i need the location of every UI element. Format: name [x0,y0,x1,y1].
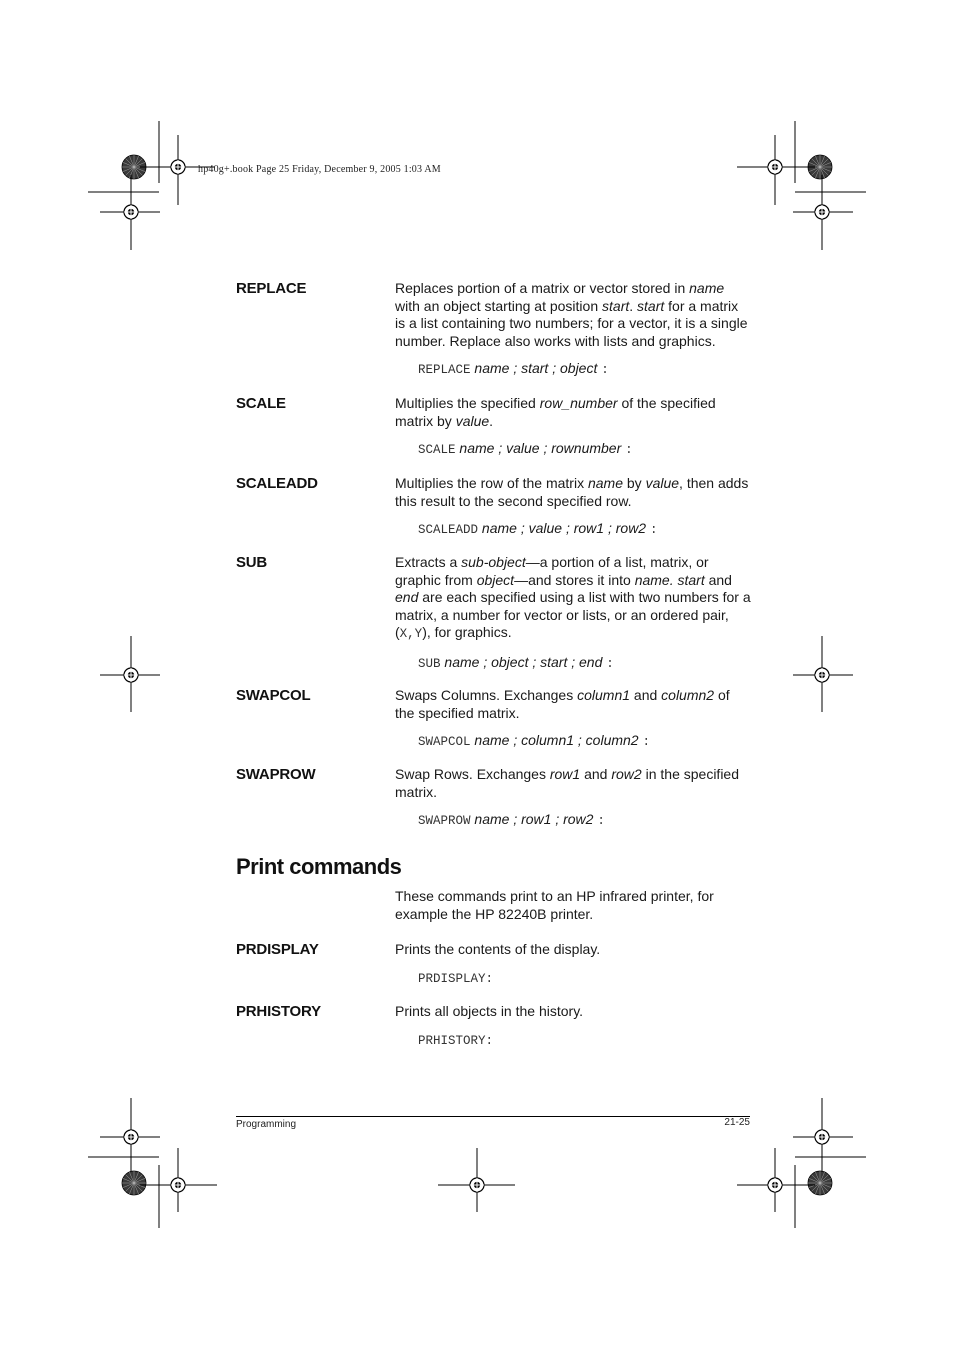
intro-text: These commands print to an HP infrared printer, for example the HP 82240B printer. [395,888,714,922]
description-text: Extracts a sub-object—a portion of a list, matrix, or graphic from object—and stores it into name. start and end are each specified using a list with two numbers for a matrix, a number for vector or lists, or an ordered pair, (X,Y), for graphics. [395,554,751,641]
term-swaprow: SWAPROW [236,766,316,783]
desc-swaprow [395,766,751,831]
term-prhistory: PRHISTORY [236,1003,321,1020]
term-replace: REPLACE [236,280,307,297]
term-scaleadd: SCALEADD [236,475,318,492]
syntax-swapcol: SWAPCOL name ; column1 ; column2 : [418,732,651,749]
description-text: Multiplies the row of the matrix name by value, then adds this result to the second specified row. [395,475,749,509]
term-sub: SUB [236,554,268,571]
crop-mark-bottom-right [737,1098,866,1228]
syntax-prdisplay: PRDISPLAY: [418,971,494,986]
book-header: hp40g+.book Page 25 Friday, December 9, 2005 1:03 AM [198,164,441,175]
section-title: Print commands [236,854,402,879]
syntax-scale: SCALE name ; value ; rownumber : [418,440,633,457]
syntax-sub: SUB name ; object ; start ; end : [418,653,614,671]
page-number: 21-25 [724,1117,750,1128]
description-text: Swaps Columns. Exchanges column1 and column2 of the specified matrix. [395,687,730,721]
term-prdisplay: PRDISPLAY [236,941,319,958]
crop-mark-top-right [737,121,866,250]
crop-mark-bottom-center [438,1148,515,1212]
crop-mark-middle-left [100,636,160,712]
desc-scale [395,395,751,460]
description-text: Multiplies the specified row_number of the specified matrix by value. [395,395,716,429]
desc-replace [395,280,751,380]
footer-divider [236,1116,750,1117]
description-text: Prints the contents of the display. [395,941,601,957]
desc-prhistory [395,1003,751,1050]
syntax-prhistory: PRHISTORY: [418,1033,494,1048]
desc-scaleadd [395,475,751,540]
desc-swapcol [395,687,751,752]
crop-mark-top-left [88,121,215,250]
term-scale: SCALE [236,395,286,412]
desc-prdisplay [395,941,751,988]
syntax-scaleadd: SCALEADD name ; value ; row1 ; row2 : [418,520,658,537]
crop-mark-bottom-left [88,1098,217,1228]
desc-sub [395,554,751,673]
syntax-replace: REPLACE name ; start ; object : [418,360,609,377]
description-text: Swap Rows. Exchanges row1 and row2 in the specified matrix. [395,766,740,800]
description-text: Prints all objects in the history. [395,1003,584,1019]
crop-mark-middle-right [793,636,853,712]
description-text: Replaces portion of a matrix or vector stored in name with an object starting at position start. start for a matrix is a list containing two numbers; for a vector, it is a single number. Replace also works with lists and graphics. [395,280,748,349]
term-swapcol: SWAPCOL [236,687,311,704]
syntax-swaprow: SWAPROW name ; row1 ; row2 : [418,811,605,828]
footer-section: Programming [236,1119,297,1130]
